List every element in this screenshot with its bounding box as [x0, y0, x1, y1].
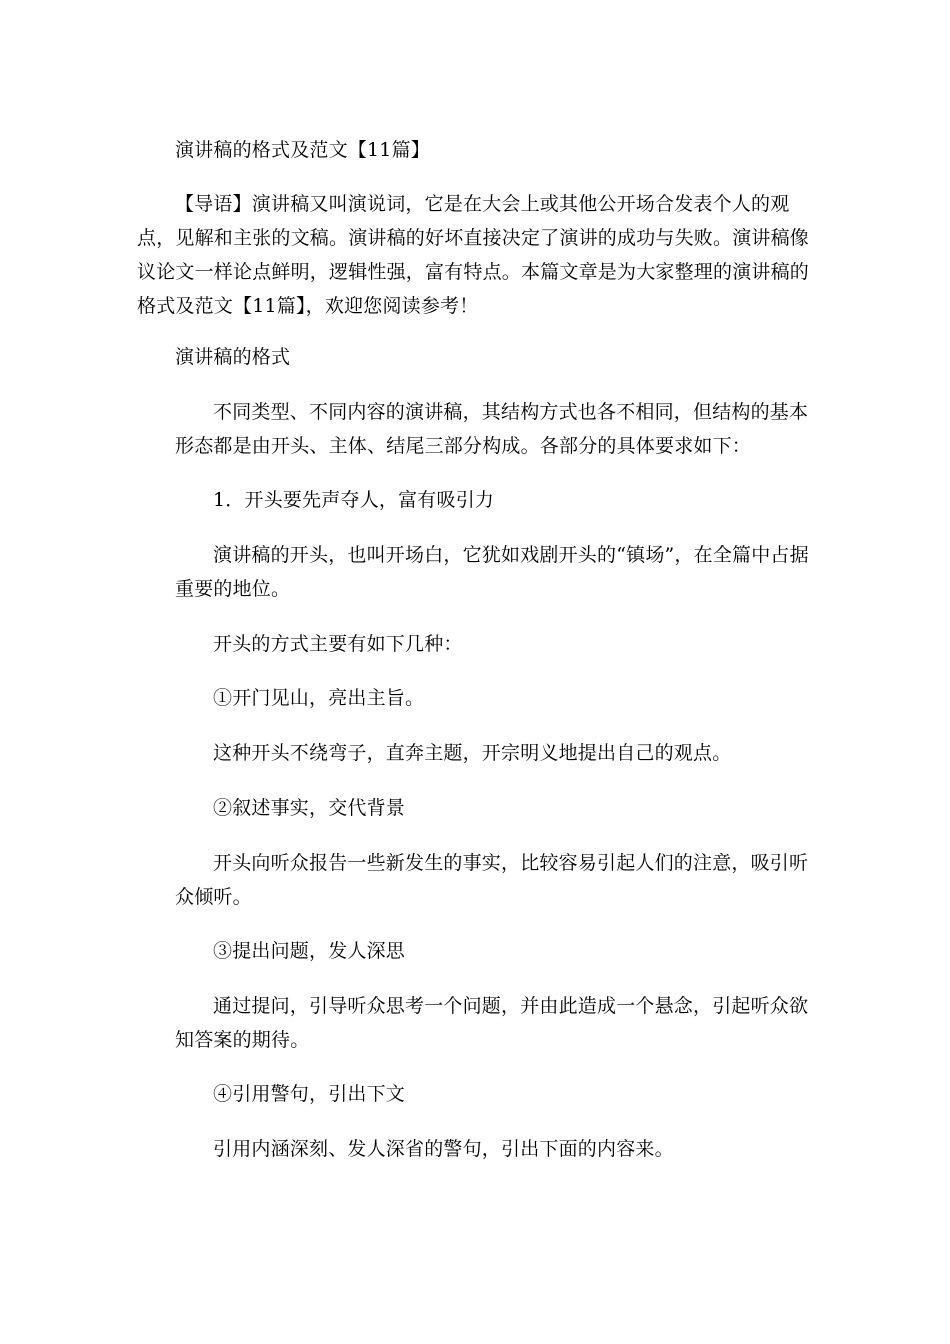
list-item-method-3: ③提出问题，发人深思: [213, 940, 406, 962]
list-item-method-2: ②叙述事实，交代背景: [213, 797, 406, 819]
subheading-opening: 1．开头要先声夺人，富有吸引力: [213, 489, 495, 511]
intro-paragraph: 【导语】演讲稿又叫演说词，它是在大会上或其他公开场合发表个人的观点，见解和主张的文稿。演讲稿的好坏直接决定了演讲的成功与失败。演讲稿像议论文一样论点鲜明，逻辑性强，富有特点。本篇文章是为大家整理的演讲稿的格式及范文【11篇】，欢迎您阅读参考！: [137, 193, 810, 317]
paragraph-method-4: 引用内涵深刻、发人深省的警句，引出下面的内容来。: [213, 1138, 674, 1160]
paragraph-method-3: 通过提问，引导听众思考一个问题，并由此造成一个悬念，引起听众欲知答案的期待。: [175, 995, 809, 1051]
list-item-method-1: ①开门见山，亮出主旨。: [213, 687, 425, 709]
paragraph-method-1: 这种开头不绕弯子，直奔主题，开宗明义地提出自己的观点。: [213, 742, 732, 764]
list-item-method-4: ④引用警句，引出下文: [213, 1083, 406, 1105]
paragraph-opening-methods: 开头的方式主要有如下几种：: [213, 633, 463, 655]
paragraph-structure: 不同类型、不同内容的演讲稿，其结构方式也各不相同，但结构的基本形态都是由开头、主体、结尾三部分构成。各部分的具体要求如下：: [175, 401, 809, 457]
document-title: 演讲稿的格式及范文【11篇】: [175, 139, 430, 161]
section-heading: 演讲稿的格式: [175, 346, 291, 368]
paragraph-opening: 演讲稿的开头，也叫开场白，它犹如戏剧开头的“镇场”，在全篇中占据重要的地位。: [175, 544, 809, 600]
paragraph-method-2: 开头向听众报告一些新发生的事实，比较容易引起人们的注意，吸引听众倾听。: [175, 852, 809, 908]
